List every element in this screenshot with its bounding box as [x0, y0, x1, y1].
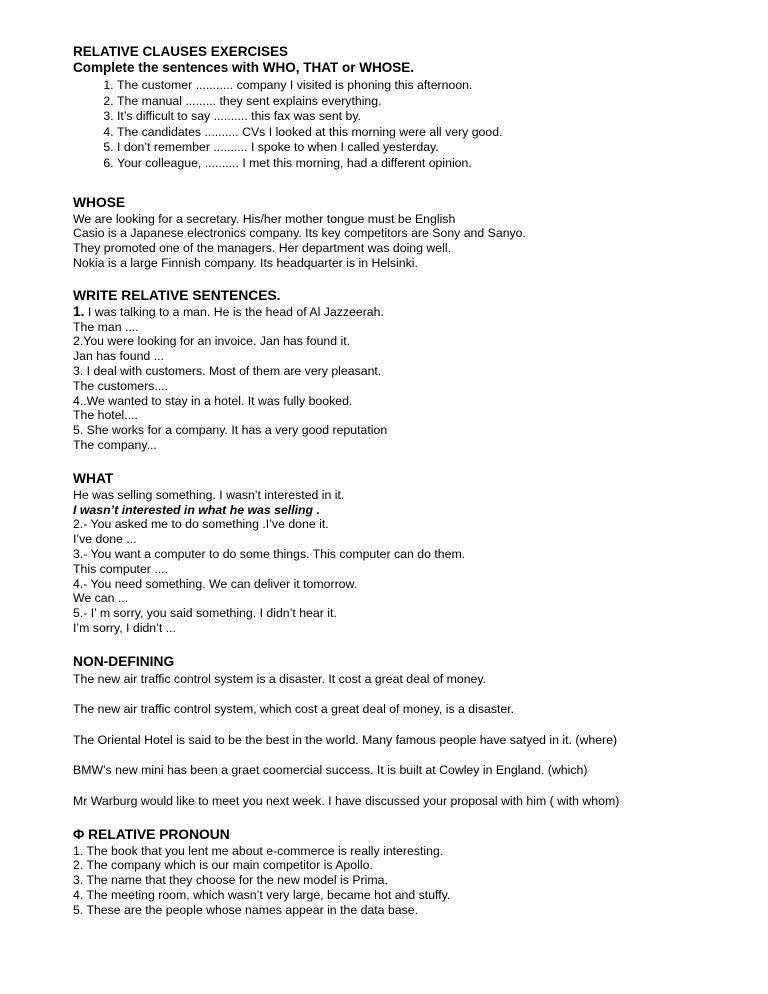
text-line: I’ve done ...: [73, 532, 137, 547]
text-line: 4..We wanted to stay in a hotel. It was fully booked.: [73, 393, 353, 408]
text-line: The man ....: [73, 319, 139, 334]
section-heading: WHOSE: [73, 194, 126, 210]
text-line: We can ...: [73, 591, 129, 606]
document-subtitle: Complete the sentences with WHO, THAT or WHOSE.: [73, 60, 415, 75]
text-line: 2. The company which is our main competitor is Apollo.: [73, 858, 373, 873]
example-answer: I wasn’t interested in what he was selling .: [73, 502, 320, 517]
text-line: The company...: [73, 437, 157, 452]
text-line: 2.You were looking for an invoice. Jan has found it.: [73, 334, 351, 349]
text-line: Casio is a Japanese electronics company. Its key competitors are Sony and Sanyo.: [73, 226, 526, 241]
item-text: I was talking to a man. He is the head of Al Jazzeerah.: [84, 304, 384, 319]
text-line: [73, 305, 733, 320]
paragraph: BMW’s new mini has been a graet coomercial success. It is built at Cowley in England. (which): [73, 763, 588, 778]
paragraph: The new air traffic control system is a disaster. It cost a great deal of money.: [73, 671, 487, 686]
fill-in-list: [73, 78, 733, 172]
text-line: Jan has found ...: [73, 349, 164, 364]
list-item: 3. It’s difficult to say .......... this fax was sent by.: [117, 109, 733, 125]
exercise-header: [73, 44, 733, 172]
list-item: 2. The manual ......... they sent explains everything.: [117, 94, 733, 110]
relative-pronoun-section: [73, 826, 733, 918]
text-line: 5.- I’ m sorry, you said something. I didn’t hear it.: [73, 606, 337, 621]
list-item: 6. Your colleague, .......... I met this morning, had a different opinion.: [117, 156, 733, 172]
text-line: 5. These are the people whose names appear in the data base.: [73, 902, 419, 917]
item-number: 1.: [73, 303, 85, 319]
text-line: 3. I deal with customers. Most of them are very pleasant.: [73, 363, 382, 378]
text-line: Nokia is a large Finnish company. Its headquarter is in Helsinki.: [73, 255, 418, 270]
relative-sentences-section: [73, 287, 733, 453]
text-line: The hotel....: [73, 408, 138, 423]
text-line: 3. The name that they choose for the new model is Prima.: [73, 873, 388, 888]
list-item: 5. I don’t remember .......... I spoke to when I called yesterday.: [117, 140, 733, 156]
text-line: 4. The meeting room, which wasn’t very large, became hot and stuffy.: [73, 888, 451, 903]
paragraph: The new air traffic control system, which cost a great deal of money, is a disaster.: [73, 702, 515, 717]
text-line: They promoted one of the managers. Her department was doing well.: [73, 241, 451, 256]
text-line: 1. The book that you lent me about e-commerce is really interesting.: [73, 843, 444, 858]
section-heading: WRITE RELATIVE SENTENCES.: [73, 287, 281, 303]
text-line: The customers....: [73, 378, 168, 393]
whose-section: [73, 194, 733, 271]
non-defining-section: [73, 653, 733, 809]
section-heading: WHAT: [73, 470, 114, 486]
text-line: 5. She works for a company. It has a very good reputation: [73, 423, 388, 438]
section-heading: Φ RELATIVE PRONOUN: [73, 826, 230, 842]
what-section: [73, 470, 733, 636]
document-title: RELATIVE CLAUSES EXERCISES: [73, 44, 289, 59]
text-line: 4.- You need something. We can deliver it tomorrow.: [73, 576, 358, 591]
paragraph: Mr Warburg would like to meet you next week. I have discussed your proposal with him ( with whom): [73, 793, 620, 808]
document-page: [73, 44, 733, 918]
text-line: I’m sorry, I didn’t ...: [73, 620, 176, 635]
text-line: 2.- You asked me to do something .I’ve done it.: [73, 517, 329, 532]
text-line: We are looking for a secretary. His/her mother tongue must be English: [73, 211, 456, 226]
text-line: 3.- You want a computer to do some things. This computer can do them.: [73, 546, 466, 561]
text-line: He was selling something. I wasn’t interested in it.: [73, 487, 345, 502]
list-item: 4. The candidates .......... CVs I looked at this morning were all very good.: [117, 125, 733, 141]
paragraph: The Oriental Hotel is said to be the best in the world. Many famous people have satyed in it. (where): [73, 732, 618, 747]
section-heading: NON-DEFINING: [73, 653, 175, 669]
text-line: This computer ....: [73, 561, 168, 576]
list-item: 1. The customer ........... company I visited is phoning this afternoon.: [117, 78, 733, 94]
